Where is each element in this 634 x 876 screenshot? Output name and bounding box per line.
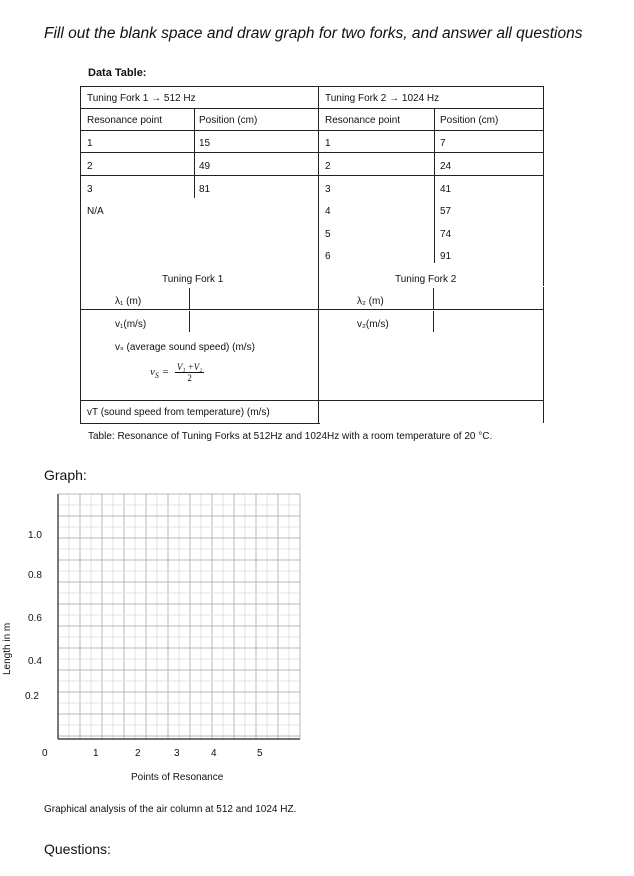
fork2-summary-label: Tuning Fork 2 [395, 274, 457, 285]
avg-speed-label: vₛ (average sound speed) (m/s) [115, 342, 255, 353]
fork1-col-point: Resonance point [87, 115, 163, 126]
temp-speed-label: vT (sound speed from temperature) (m/s) [87, 407, 270, 418]
fork2-row-point: 4 [325, 206, 331, 217]
fork2-col-point: Resonance point [325, 115, 401, 126]
fork1-row-position: 15 [199, 138, 211, 149]
x-tick-label: 5 [257, 748, 263, 759]
fork2-header: Tuning Fork 2 → 1024 Hz [325, 93, 440, 104]
page-heading: Fill out the blank space and draw graph for two forks, and answer all questions [44, 25, 583, 42]
fork1-row-position: 49 [199, 161, 211, 172]
y-tick-label: 0.2 [25, 691, 39, 702]
fork1-col-position: Position (cm) [199, 115, 258, 126]
x-axis-label: Points of Resonance [131, 772, 224, 783]
graph-label: Graph: [44, 467, 87, 483]
graph-caption: Graphical analysis of the air column at 512 and 1024 HZ. [44, 804, 297, 815]
fork1-row-position: 81 [199, 184, 211, 195]
fork2-row-position: 41 [440, 184, 452, 195]
y-tick-label: 0.8 [28, 570, 42, 581]
fork2-col-position: Position (cm) [440, 115, 499, 126]
y-tick-label: 0.6 [28, 613, 42, 624]
y-tick-label: 0.4 [28, 656, 42, 667]
fork2-row-position: 24 [440, 161, 452, 172]
formula-denominator: 2 [187, 373, 192, 383]
fork1-row-point: N/A [87, 206, 104, 217]
x-tick-label: 4 [211, 748, 217, 759]
formula-numerator: V₁ +V₂ [176, 362, 203, 372]
v1-label: v₁(m/s) [115, 319, 147, 330]
formula-equals: = [161, 366, 170, 379]
fork1-summary-label: Tuning Fork 1 [162, 274, 224, 285]
x-tick-label: 1 [93, 748, 99, 759]
x-tick-label: 2 [135, 748, 141, 759]
fork2-row-position: 91 [440, 251, 452, 262]
formula-lhs-sub: S [154, 371, 159, 381]
fork2-row-position: 7 [440, 138, 446, 149]
fork2-row-position: 74 [440, 229, 452, 240]
fork1-header: Tuning Fork 1 → 512 Hz [87, 93, 196, 104]
lambda2-label: λ₂ (m) [357, 296, 384, 307]
fork1-row-point: 2 [87, 161, 93, 172]
x-tick-label: 0 [42, 748, 48, 759]
fork2-row-point: 3 [325, 184, 331, 195]
fork1-row-point: 1 [87, 138, 93, 149]
fork2-row-point: 5 [325, 229, 331, 240]
data-table-title: Data Table: [88, 67, 147, 79]
fork2-row-point: 2 [325, 161, 331, 172]
fork2-row-point: 1 [325, 138, 331, 149]
fork2-row-position: 57 [440, 206, 452, 217]
table-caption: Table: Resonance of Tuning Forks at 512Hz and 1024Hz with a room temperature of 20 °C. [88, 431, 493, 442]
lambda1-label: λ₁ (m) [115, 296, 142, 307]
questions-label: Questions: [44, 841, 111, 857]
y-axis-label: Length in m [2, 622, 13, 675]
fork1-row-point: 3 [87, 184, 93, 195]
formula-lhs: v [150, 366, 155, 379]
v2-label: v₂(m/s) [357, 319, 389, 330]
y-tick-label: 1.0 [28, 530, 42, 541]
fork2-row-point: 6 [325, 251, 331, 262]
x-tick-label: 3 [174, 748, 180, 759]
